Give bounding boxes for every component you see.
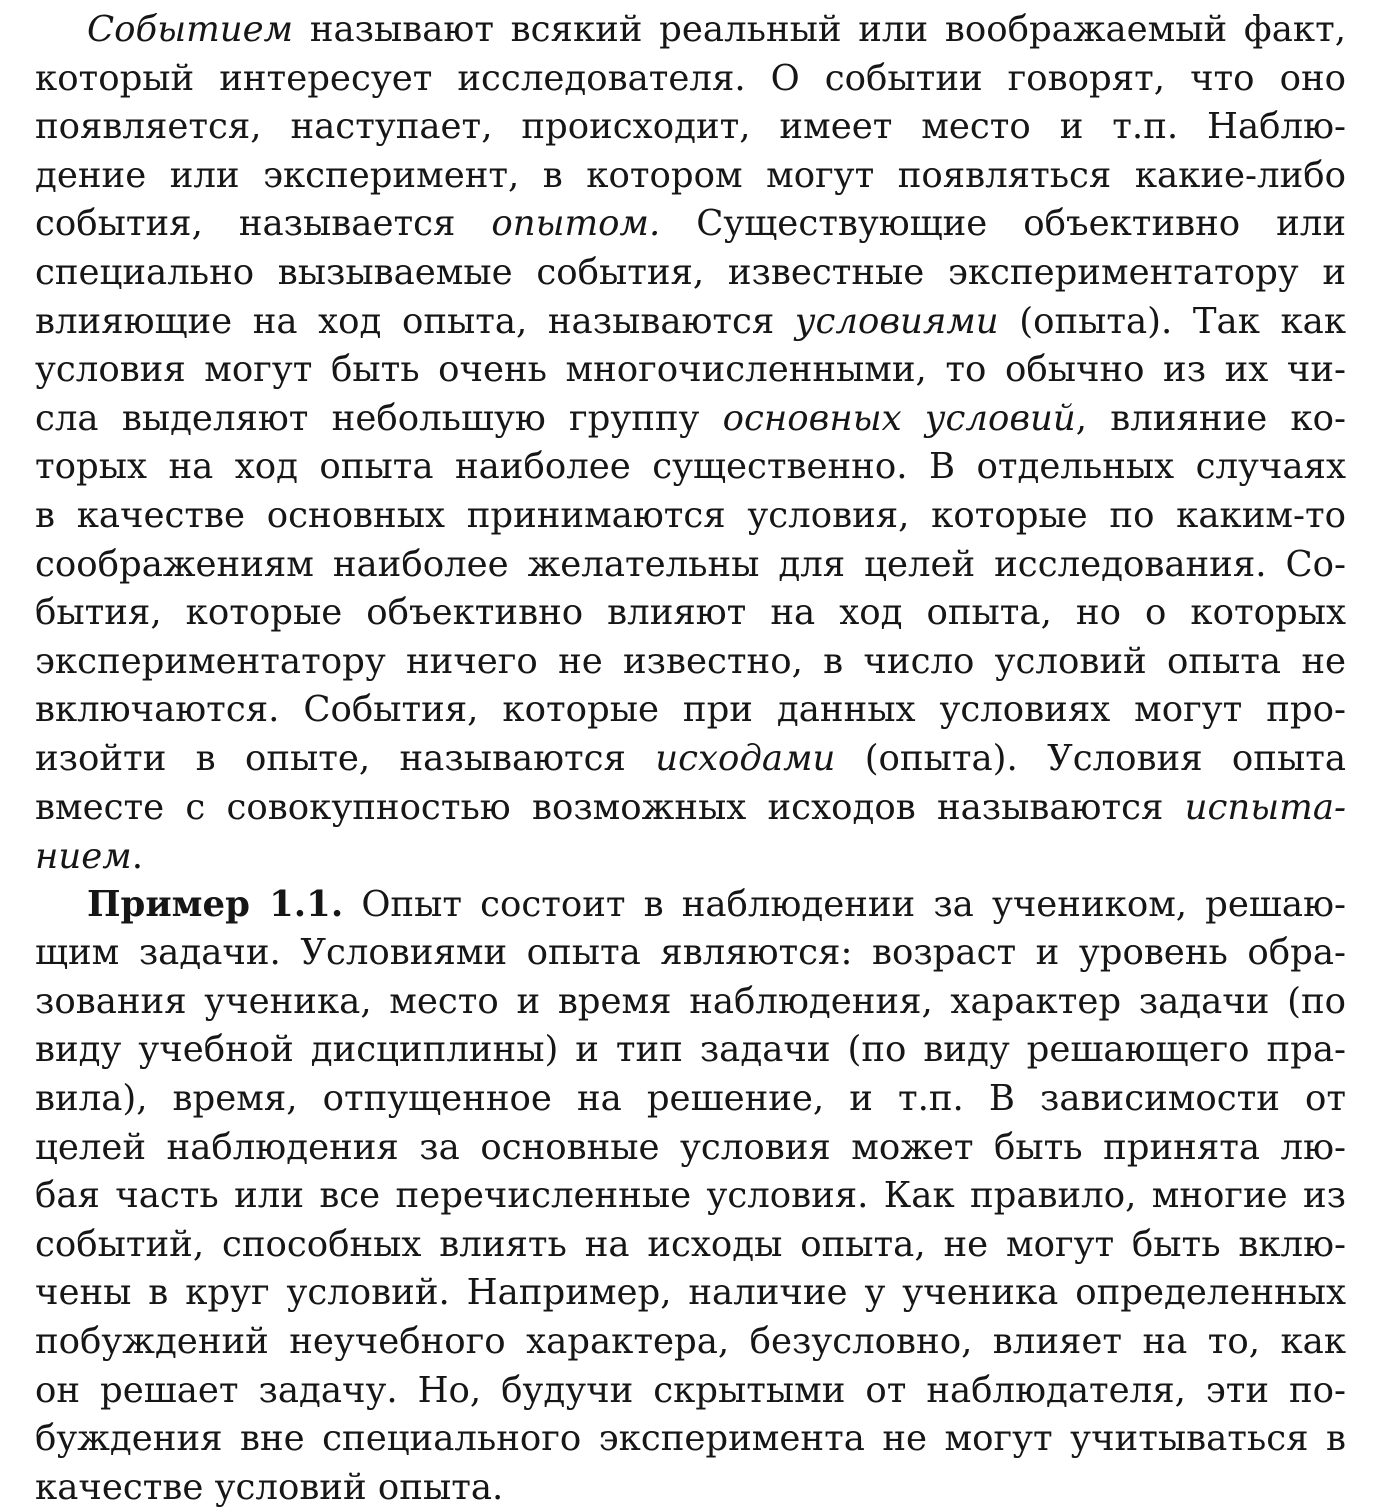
text-line <box>35 978 1346 1027</box>
text-span: (опыта). Условия опыта <box>835 737 1347 779</box>
text-span: зования ученика, место и время наблюдения, характер задачи (по <box>35 980 1346 1022</box>
text-line <box>35 1124 1346 1173</box>
text-line <box>35 103 1346 152</box>
text-line <box>35 784 1346 833</box>
text-span: сла выделяют небольшую группу <box>35 397 723 439</box>
text-line <box>35 1367 1346 1416</box>
text-line <box>35 6 1346 55</box>
text-line <box>35 249 1346 298</box>
text-span: появляется, наступает, происходит, имеет место и т.п. Наблю- <box>35 106 1346 148</box>
text-span: влияющие на ход опыта, называются <box>35 300 795 342</box>
text-line <box>35 735 1346 784</box>
text-line <box>35 200 1346 249</box>
text-span: он решает задачу. Но, будучи скрытыми от наблюдателя, эти по- <box>35 1369 1346 1411</box>
text-line <box>35 152 1346 201</box>
text-span: Существующие объективно или <box>660 203 1346 245</box>
text-span: бытия, которые объективно влияют на ход опыта, но о которых <box>35 592 1346 634</box>
text-line <box>35 55 1346 104</box>
text-line <box>35 1415 1346 1464</box>
text-line <box>35 929 1346 978</box>
text-span: , влияние ко- <box>1075 397 1346 439</box>
emphasized-term: основных условий <box>722 397 1076 439</box>
text-line <box>35 395 1346 444</box>
emphasized-term: условиями <box>794 300 999 342</box>
text-span: условия могут быть очень многочисленными, то обычно из их чи- <box>35 349 1346 391</box>
text-line <box>35 1318 1346 1367</box>
text-line <box>35 443 1346 492</box>
text-line <box>35 541 1346 590</box>
text-line <box>35 1464 1346 1512</box>
text-span: вила), время, отпущенное на решение, и т.п. В зависимости от <box>35 1078 1346 1120</box>
text-line <box>35 1026 1346 1075</box>
text-span: . <box>131 835 143 877</box>
text-span: бая часть или все перечисленные условия. Как правило, многие из <box>35 1175 1346 1217</box>
text-line <box>35 589 1346 638</box>
text-line <box>35 1172 1346 1221</box>
text-span: события, называется <box>35 203 492 245</box>
emphasized-term: опытом. <box>491 203 661 245</box>
text-line <box>35 298 1346 347</box>
text-span: буждения вне специального эксперимента не могут учитываться в <box>35 1418 1346 1460</box>
text-span: в качестве основных принимаются условия, которые по каким-то <box>35 494 1346 536</box>
document-page <box>35 6 1346 1512</box>
text-span: щим задачи. Условиями опыта являются: возраст и уровень обра- <box>35 932 1346 974</box>
text-line <box>35 1221 1346 1270</box>
text-span: вместе с совокупностью возможных исходов называются <box>35 786 1185 828</box>
text-span: изойти в опыте, называются <box>35 737 656 779</box>
text-span: специально вызываемые события, известные экспериментатору и <box>35 251 1346 293</box>
text-span: называют всякий реальный или воображаемый факт, <box>293 9 1346 50</box>
text-line <box>35 832 1346 881</box>
text-span: экспериментатору ничего не известно, в число условий опыта не <box>35 640 1346 682</box>
example-label: Пример 1.1. <box>87 883 344 925</box>
text-span: чены в круг условий. Например, наличие у ученика определенных <box>35 1272 1346 1314</box>
text-span: (опыта). Так как <box>998 300 1346 342</box>
text-line <box>35 1075 1346 1124</box>
text-line <box>35 346 1346 395</box>
text-line <box>35 1269 1346 1318</box>
emphasized-term: испыта- <box>1184 786 1346 828</box>
text-span: соображениям наиболее желательны для целей исследования. Со- <box>35 543 1346 585</box>
text-span: включаются. События, которые при данных условиях могут про- <box>35 689 1346 731</box>
paragraph-definitions <box>35 6 1346 881</box>
emphasized-term: Событием <box>87 9 294 50</box>
paragraph-example <box>35 881 1346 1512</box>
text-span: событий, способных влиять на исходы опыта, не могут быть вклю- <box>35 1223 1346 1265</box>
text-span: целей наблюдения за основные условия может быть принята лю- <box>35 1126 1346 1168</box>
text-span: побуждений неучебного характера, безусловно, влияет на то, как <box>35 1321 1346 1363</box>
text-span: виду учебной дисциплины) и тип задачи (по виду решающего пра- <box>35 1029 1346 1071</box>
text-span: качестве условий опыта. <box>35 1467 504 1509</box>
text-span: который интересует исследователя. О событии говорят, что оно <box>35 57 1346 99</box>
text-line <box>35 638 1346 687</box>
emphasized-term: нием <box>35 835 132 877</box>
text-line <box>35 881 1346 930</box>
emphasized-term: исходами <box>655 737 836 779</box>
text-span: Опыт состоит в наблюдении за учеником, решаю- <box>343 883 1346 925</box>
text-span: торых на ход опыта наиболее существенно. В отдельных случаях <box>35 446 1346 488</box>
text-line <box>35 492 1346 541</box>
text-line <box>35 686 1346 735</box>
text-span: дение или эксперимент, в котором могут появляться какие-либо <box>35 154 1346 196</box>
